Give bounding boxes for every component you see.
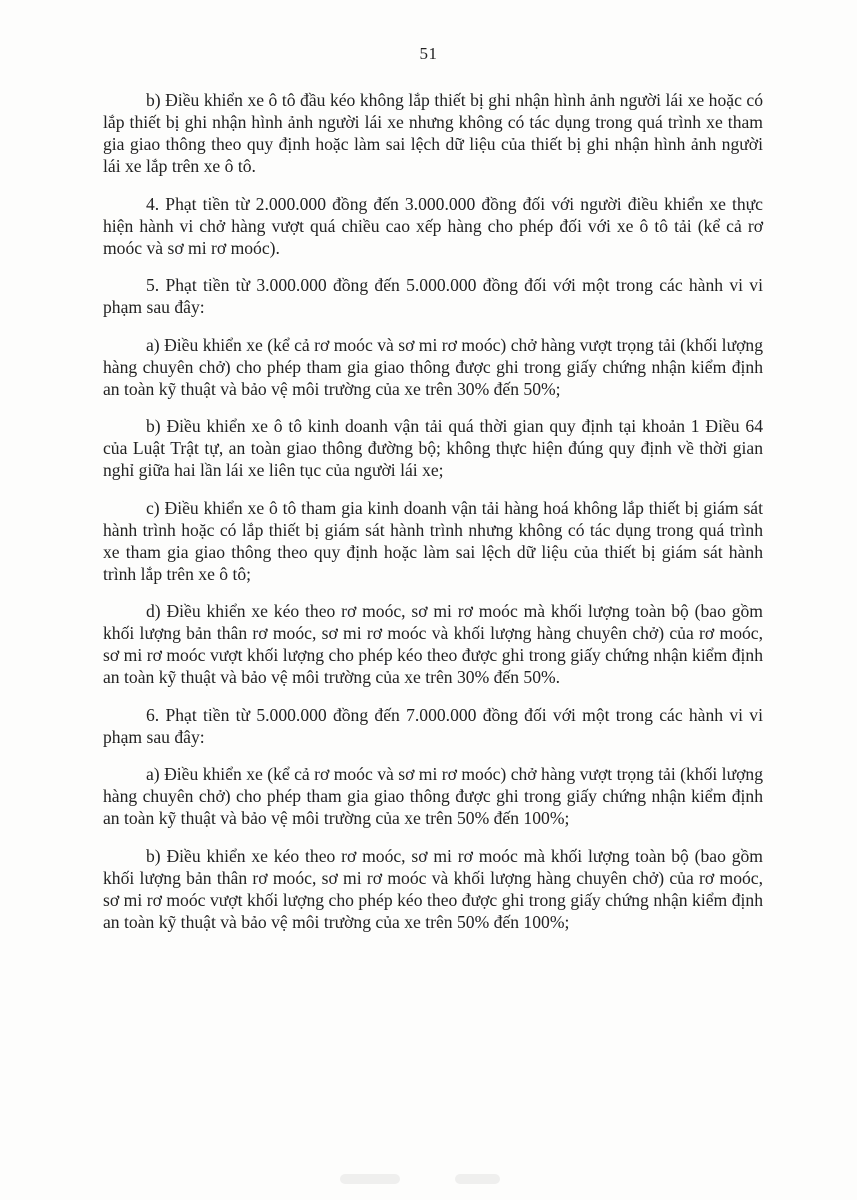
paragraph-5d: d) Điều khiển xe kéo theo rơ moóc, sơ mi rơ moóc mà khối lượng toàn bộ (bao gồm khối lượng bản thân rơ moóc, sơ mi rơ moóc và khối lượng hàng chuyên chở) của rơ moóc, sơ mi rơ moóc vượt khối lượng cho phép kéo theo được ghi trong giấy chứng nhận kiểm định an toàn kỹ thuật và bảo vệ môi trường của xe trên 30% đến 50%. [103, 601, 763, 687]
document-body [103, 89, 763, 948]
paragraph-5b: b) Điều khiển xe ô tô kinh doanh vận tải quá thời gian quy định tại khoản 1 Điều 64 của Luật Trật tự, an toàn giao thông đường bộ; không thực hiện đúng quy định về thời gian nghỉ giữa hai lần lái xe liên tục của người lái xe; [103, 416, 763, 480]
paragraph-4: 4. Phạt tiền từ 2.000.000 đồng đến 3.000.000 đồng đối với người điều khiển xe thực hiện hành vi chở hàng vượt quá chiều cao xếp hàng cho phép đối với xe ô tô tải (kể cả rơ moóc và sơ mi rơ moóc). [103, 193, 763, 258]
scan-artifact [455, 1174, 500, 1184]
paragraph-6b: b) Điều khiển xe kéo theo rơ moóc, sơ mi rơ moóc mà khối lượng toàn bộ (bao gồm khối lượng bản thân rơ moóc, sơ mi rơ moóc và khối lượng hàng chuyên chở) của rơ moóc, sơ mi rơ moóc vượt khối lượng cho phép kéo theo được ghi trong giấy chứng nhận kiểm định an toàn kỹ thuật và bảo vệ môi trường của xe trên 50% đến 100%; [103, 845, 763, 932]
page-number: 51 [419, 44, 438, 63]
scan-artifact [340, 1174, 400, 1184]
paragraph-5a: a) Điều khiển xe (kể cả rơ moóc và sơ mi rơ moóc) chở hàng vượt trọng tải (khối lượng hàng chuyên chở) cho phép tham gia giao thông được ghi trong giấy chứng nhận kiểm định an toàn kỹ thuật và bảo vệ môi trường của xe trên 30% đến 50%; [103, 334, 763, 399]
paragraph-5c: c) Điều khiển xe ô tô tham gia kinh doanh vận tải hàng hoá không lắp thiết bị giám sát hành trình hoặc có lắp thiết bị giám sát hành trình nhưng không có tác dụng trong quá trình xe tham gia giao thông theo quy định hoặc làm sai lệch dữ liệu của thiết bị giám sát hành trình lắp trên xe ô tô; [103, 497, 763, 584]
paragraph-6: 6. Phạt tiền từ 5.000.000 đồng đến 7.000.000 đồng đối với một trong các hành vi vi phạm sau đây: [103, 704, 763, 747]
paragraph-5: 5. Phạt tiền từ 3.000.000 đồng đến 5.000.000 đồng đối với một trong các hành vi vi phạm sau đây: [103, 275, 763, 317]
paragraph-3b: b) Điều khiển xe ô tô đầu kéo không lắp thiết bị ghi nhận hình ảnh người lái xe hoặc có lắp thiết bị ghi nhận hình ảnh người lái xe nhưng không có tác dụng trong quá trình xe tham gia giao thông theo quy định hoặc làm sai lệch dữ liệu của thiết bị ghi nhận hình ảnh người lái xe lắp trên xe ô tô. [103, 90, 763, 176]
paragraph-6a: a) Điều khiển xe (kể cả rơ moóc và sơ mi rơ moóc) chở hàng vượt trọng tải (khối lượng hàng chuyên chở) cho phép tham gia giao thông được ghi trong giấy chứng nhận kiểm định an toàn kỹ thuật và bảo vệ môi trường của xe trên 50% đến 100%; [103, 764, 763, 828]
